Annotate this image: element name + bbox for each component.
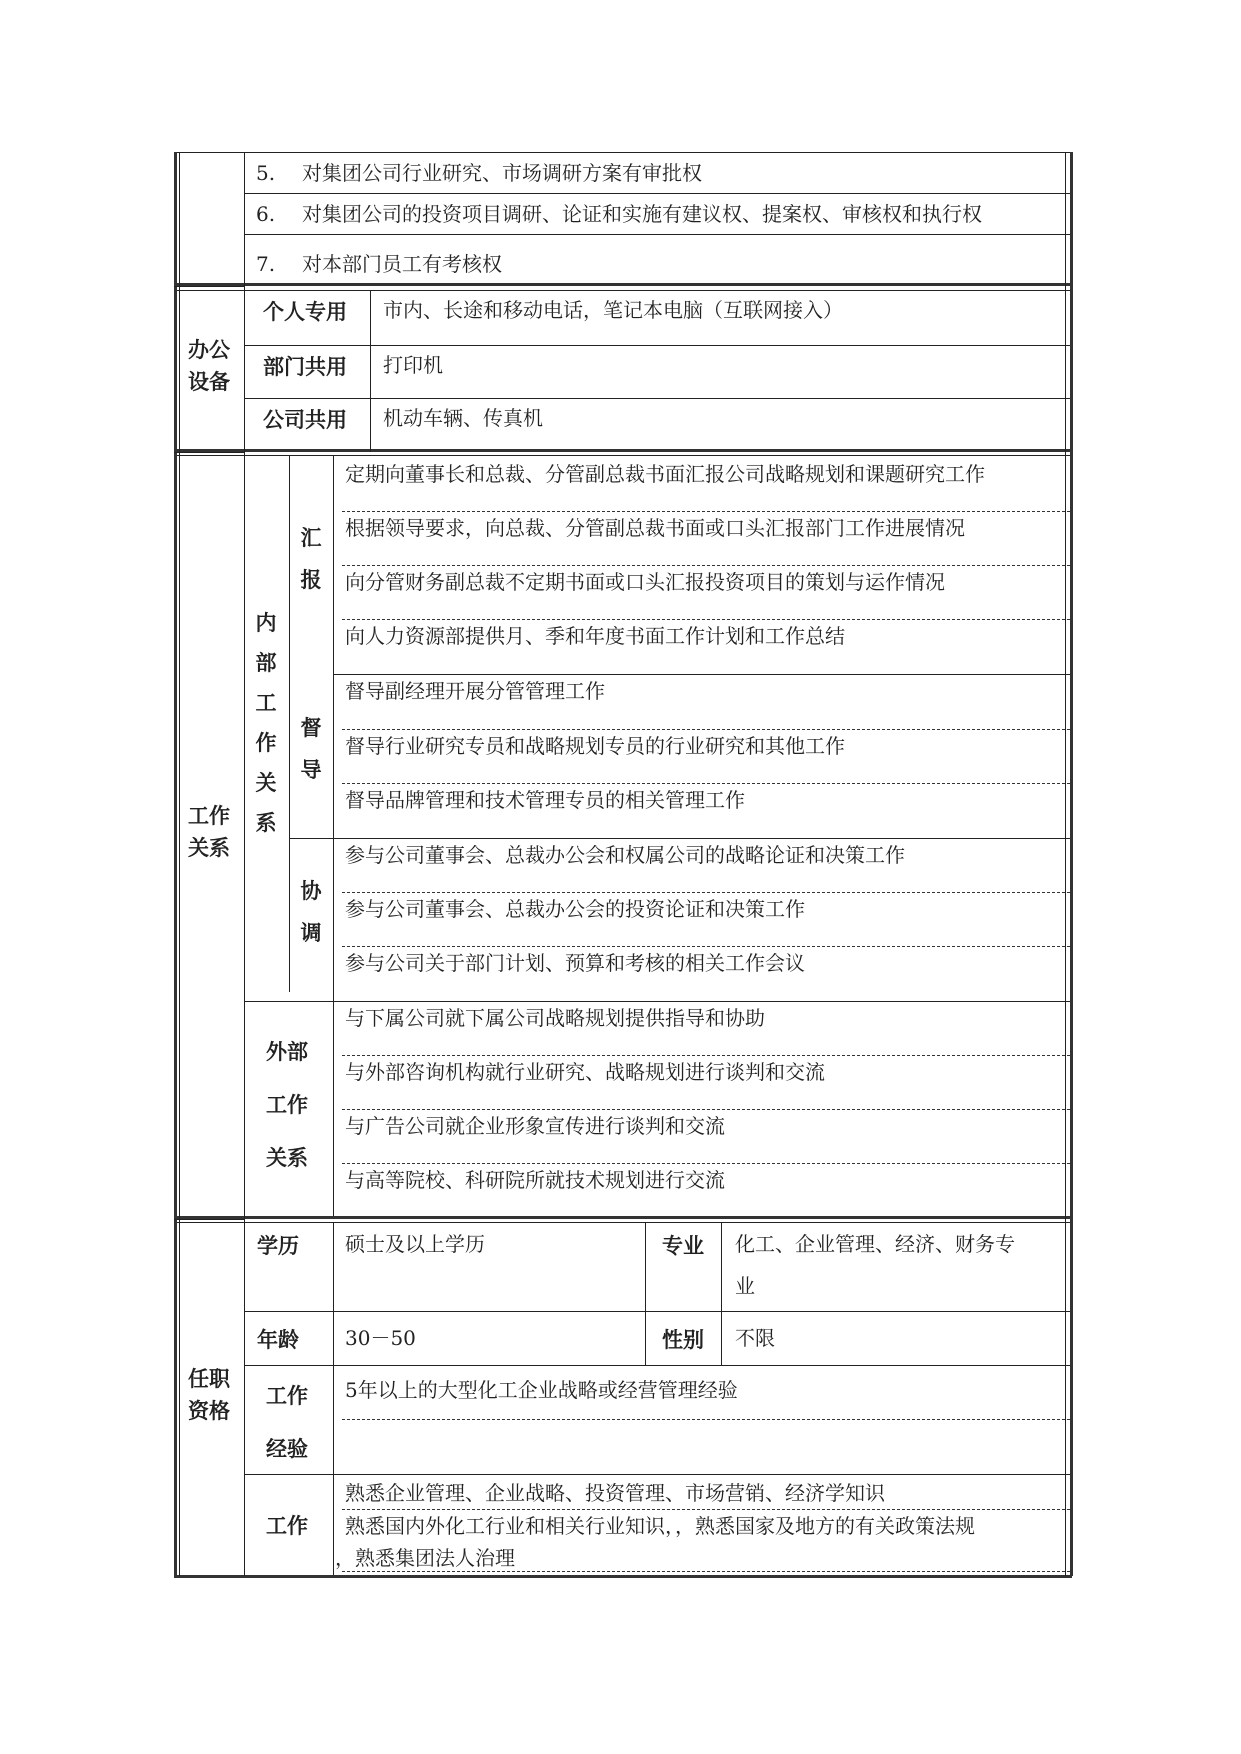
age-label: 年龄: [257, 1328, 299, 1352]
authority-item-6-num: 6.: [256, 202, 276, 226]
knowledge-line-1: 熟悉企业管理、企业战略、投资管理、市场营销、经济学知识: [345, 1481, 885, 1505]
equipment-department-value: 打印机: [383, 353, 443, 377]
equipment-section-label-1: 办公: [188, 338, 230, 362]
knowledge-line-3: ，熟悉集团法人治理: [335, 1546, 515, 1570]
report-label: 汇 报: [300, 526, 322, 592]
supervise-item-2: 督导行业研究专员和战略规划专员的行业研究和其他工作: [345, 734, 845, 758]
coordinate-label: 协 调: [300, 879, 322, 945]
experience-label-2: 经验: [266, 1437, 308, 1461]
external-item-4: 与高等院校、科研院所就技术规划进行交流: [345, 1168, 725, 1192]
experience-value: 5年以上的大型化工企业战略或经营管理经验: [345, 1378, 738, 1402]
supervise-item-3: 督导品牌管理和技术管理专员的相关管理工作: [345, 788, 745, 812]
external-label-1: 外部: [266, 1040, 308, 1064]
report-item-3: 向分管财务副总裁不定期书面或口头汇报投资项目的策划与运作情况: [345, 570, 945, 594]
knowledge-line-2: 熟悉国内外化工行业和相关行业知识，，熟悉国家及地方的有关政策法规: [345, 1514, 975, 1538]
authority-item-5: 对集团公司行业研究、市场调研方案有审批权: [302, 161, 702, 185]
coordinate-item-2: 参与公司董事会、总裁办公会的投资论证和决策工作: [345, 897, 805, 921]
authority-item-7: 对本部门员工有考核权: [302, 252, 502, 276]
coordinate-item-3: 参与公司关于部门计划、预算和考核的相关工作会议: [345, 951, 805, 975]
report-item-2: 根据领导要求，向总裁、分管副总裁书面或口头汇报部门工作进展情况: [345, 516, 965, 540]
authority-item-6: 对集团公司的投资项目调研、论证和实施有建议权、提案权、审核权和执行权: [302, 202, 982, 226]
age-value: 30－50: [345, 1326, 416, 1350]
education-value: 硕士及以上学历: [345, 1232, 485, 1256]
external-item-3: 与广告公司就企业形象宣传进行谈判和交流: [345, 1114, 725, 1138]
authority-item-7-num: 7.: [256, 252, 276, 276]
supervise-label: 督 导: [300, 716, 322, 782]
internal-relations-label: 内 部 工 作 关 系: [255, 611, 277, 835]
equipment-section-label-2: 设备: [188, 370, 230, 394]
coordinate-item-1: 参与公司董事会、总裁办公会和权属公司的战略论证和决策工作: [345, 843, 905, 867]
equipment-personal-value: 市内、长途和移动电话，笔记本电脑（互联网接入）: [383, 298, 843, 322]
report-item-1: 定期向董事长和总裁、分管副总裁书面汇报公司战略规划和课题研究工作: [345, 462, 985, 486]
qualifications-section-label-1: 任职: [188, 1367, 230, 1391]
gender-value: 不限: [735, 1326, 775, 1350]
equipment-company-value: 机动车辆、传真机: [383, 406, 543, 430]
report-item-4: 向人力资源部提供月、季和年度书面工作计划和工作总结: [345, 624, 845, 648]
relations-section-label-2: 关系: [188, 836, 230, 860]
major-value-line-2: 业: [735, 1274, 755, 1298]
equipment-personal-label: 个人专用: [263, 300, 347, 324]
external-label-3: 关系: [266, 1146, 308, 1170]
major-value-line-1: 化工、企业管理、经济、财务专: [735, 1232, 1015, 1256]
supervise-item-1: 督导副经理开展分管管理工作: [345, 679, 605, 703]
experience-label-1: 工作: [266, 1384, 308, 1408]
external-item-2: 与外部咨询机构就行业研究、战略规划进行谈判和交流: [345, 1060, 825, 1084]
equipment-department-label: 部门共用: [263, 355, 347, 379]
knowledge-label: 工作: [266, 1514, 308, 1538]
external-label-2: 工作: [266, 1093, 308, 1117]
education-label: 学历: [257, 1234, 299, 1258]
external-item-1: 与下属公司就下属公司战略规划提供指导和协助: [345, 1006, 765, 1030]
qualifications-section-label-2: 资格: [188, 1399, 230, 1423]
equipment-company-label: 公司共用: [263, 408, 347, 432]
relations-section-label-1: 工作: [188, 804, 230, 828]
authority-item-5-num: 5.: [256, 161, 276, 185]
gender-label: 性别: [662, 1328, 704, 1352]
major-label: 专业: [662, 1234, 704, 1258]
